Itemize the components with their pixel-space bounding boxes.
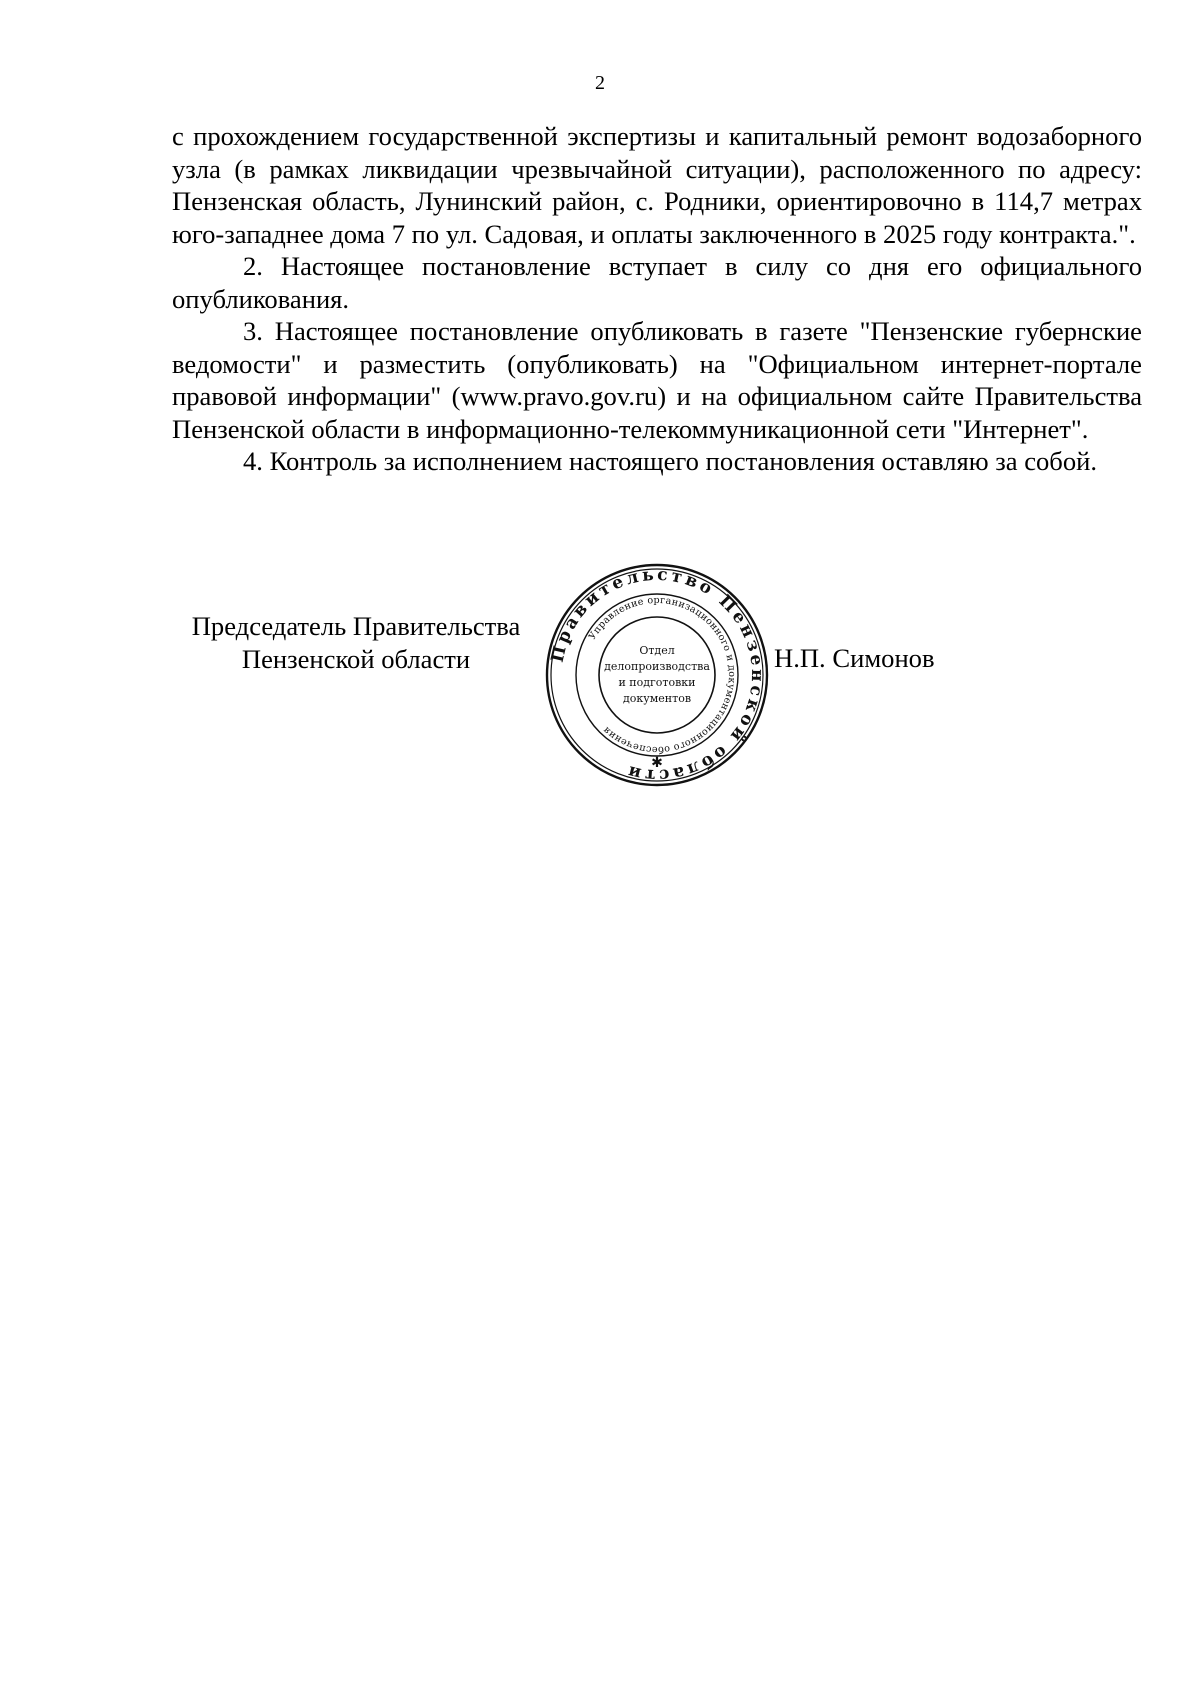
signer-name: Н.П. Симонов xyxy=(774,643,935,673)
paragraph-continuation: с прохождением государственной экспертизы и капитальный ремонт водозаборного узла (в рамках ликвидации чрезвычайной ситуации), расположенного по адресу: Пензенская область, Лунинский район, с. Родники, ориентировочно в 114,7 метрах юго-западнее дома 7 по ул. Садовая, и оплаты заключенного в 2025 году контракта.". xyxy=(172,121,1142,249)
signer-title-line2: Пензенской области xyxy=(241,643,471,674)
seal-center-line1: Отдел xyxy=(639,644,675,657)
paragraph-4: 4. Контроль за исполнением настоящего постановления оставляю за собой. xyxy=(243,446,1097,476)
official-seal xyxy=(544,562,770,788)
page-number: 2 xyxy=(595,72,605,94)
seal-center-line2: делопроизводства xyxy=(604,660,710,673)
signer-title-line1: Председатель Правительства xyxy=(191,611,521,641)
seal-center-line3: и подготовки xyxy=(618,676,696,689)
paragraph-2: 2. Настоящее постановление вступает в силу со дня его официального опубликования. xyxy=(172,251,1142,314)
paragraph-3: 3. Настоящее постановление опубликовать в газете "Пензенские губернские ведомости" и разместить (опубликовать) на "Официальном интернет-портале правовой информации" (www.pravo.gov.ru) и на официальном сайте Правительства Пензенской области в информационно-телекоммуникационной сети "Интернет". xyxy=(172,316,1142,444)
seal-star-icon: ✱ xyxy=(651,755,663,771)
seal-center-line4: документов xyxy=(622,692,692,705)
signer-title xyxy=(176,610,536,675)
document-body xyxy=(172,120,1142,478)
seal-middle-text: Управление организационного и документационного обеспечения xyxy=(587,594,738,756)
signature-block xyxy=(0,560,1200,800)
seal-outer-text: Правительство Пензенской области xyxy=(547,564,768,786)
